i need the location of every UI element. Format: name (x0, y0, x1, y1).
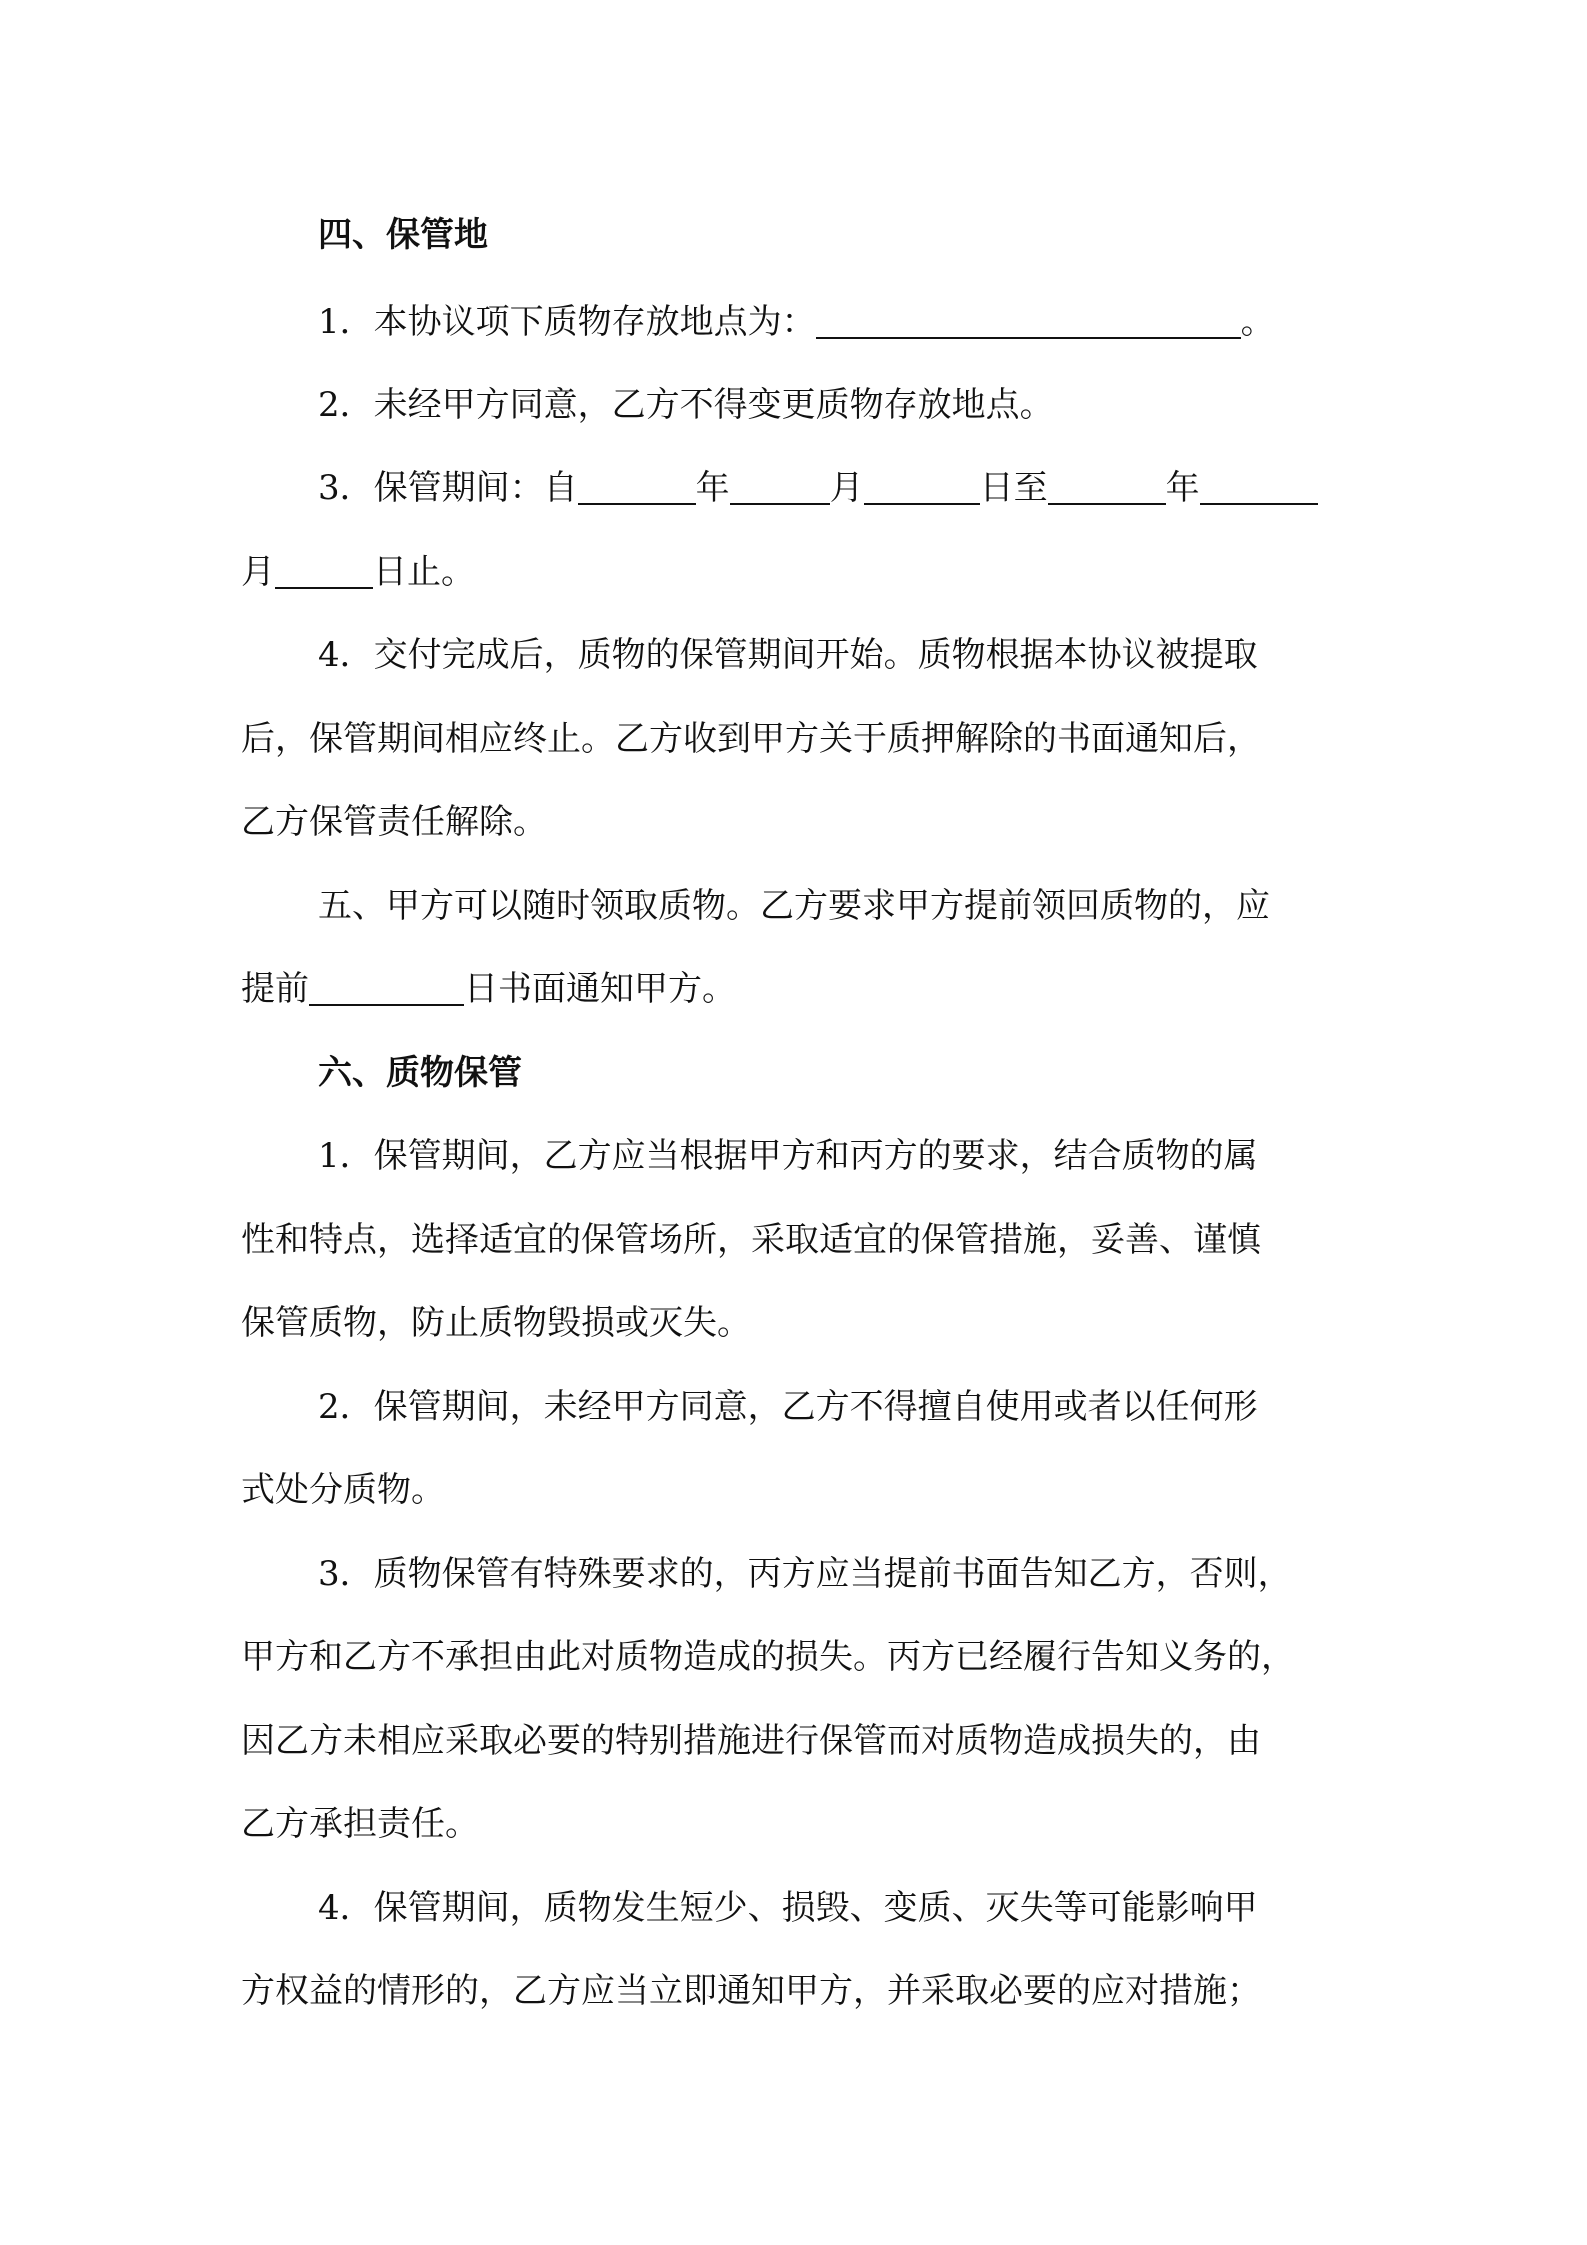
storage-location-blank[interactable] (816, 295, 1241, 339)
section-6-item-4-line-2: 方权益的情形的，乙方应当立即通知甲方，并采取必要的应对措施； (241, 1971, 1261, 2011)
section-5-line-2 (241, 959, 736, 1019)
section-5-line-1: 五、甲方可以随时领取质物。乙方要求甲方提前领回质物的，应 (318, 886, 1270, 926)
notice-suffix: 日书面通知甲方。 (464, 969, 736, 1009)
section-6-item-3-line-4: 乙方承担责任。 (241, 1804, 479, 1844)
section-4-item-4-line-1: 4．交付完成后，质物的保管期间开始。质物根据本协议被提取 (318, 635, 1258, 675)
section-6-item-1-line-3: 保管质物，防止质物毁损或灭失。 (241, 1303, 751, 1343)
end-year-blank[interactable] (1048, 461, 1166, 505)
section-4-item-3-cont (241, 542, 475, 602)
start-month-label: 月 (829, 468, 864, 508)
end-year-label: 年 (1165, 468, 1200, 508)
section-4-item-2: 2．未经甲方同意，乙方不得变更质物存放地点。 (318, 385, 1054, 425)
section-6-item-2-line-2: 式处分质物。 (241, 1470, 445, 1510)
section-6-item-3-line-3: 因乙方未相应采取必要的特别措施进行保管而对质物造成损失的，由 (241, 1721, 1261, 1761)
period-prefix: 3．保管期间：自 (318, 468, 578, 508)
end-day-blank[interactable] (275, 545, 373, 589)
section-6-item-3-line-2: 甲方和乙方不承担由此对质物造成的损失。丙方已经履行告知义务的， (241, 1637, 1295, 1677)
section-6-item-3-line-1: 3．质物保管有特殊要求的，丙方应当提前书面告知乙方，否则， (318, 1554, 1292, 1594)
section-4-item-4-line-2: 后，保管期间相应终止。乙方收到甲方关于质押解除的书面通知后， (241, 719, 1261, 759)
notice-days-blank[interactable] (309, 962, 464, 1006)
start-day-blank[interactable] (864, 461, 980, 505)
section-4-item-4-line-3: 乙方保管责任解除。 (241, 802, 547, 842)
start-year-blank[interactable] (578, 461, 696, 505)
storage-location-label: 1．本协议项下质物存放地点为： (318, 302, 816, 342)
section-6-item-1-line-1: 1．保管期间，乙方应当根据甲方和丙方的要求，结合质物的属 (318, 1136, 1258, 1176)
section-6-item-2-line-1: 2．保管期间，未经甲方同意，乙方不得擅自使用或者以任何形 (318, 1387, 1258, 1427)
storage-location-end: 。 (1240, 302, 1275, 342)
section-4-item-3 (318, 458, 1318, 518)
end-day-label: 日止。 (373, 552, 475, 592)
section-4-heading: 四、保管地 (318, 215, 488, 255)
section-6-item-4-line-1: 4．保管期间，质物发生短少、损毁、变质、灭失等可能影响甲 (318, 1888, 1258, 1928)
section-6-heading: 六、质物保管 (318, 1053, 522, 1093)
start-month-blank[interactable] (730, 461, 830, 505)
section-4-item-1 (318, 292, 1275, 352)
start-year-label: 年 (695, 468, 730, 508)
section-6-item-1-line-2: 性和特点，选择适宜的保管场所，采取适宜的保管措施，妥善、谨慎 (241, 1220, 1261, 1260)
end-month-label: 月 (241, 552, 275, 592)
end-month-blank-part[interactable] (1200, 461, 1318, 505)
start-day-label: 日至 (979, 468, 1048, 508)
notice-prefix: 提前 (241, 969, 309, 1009)
